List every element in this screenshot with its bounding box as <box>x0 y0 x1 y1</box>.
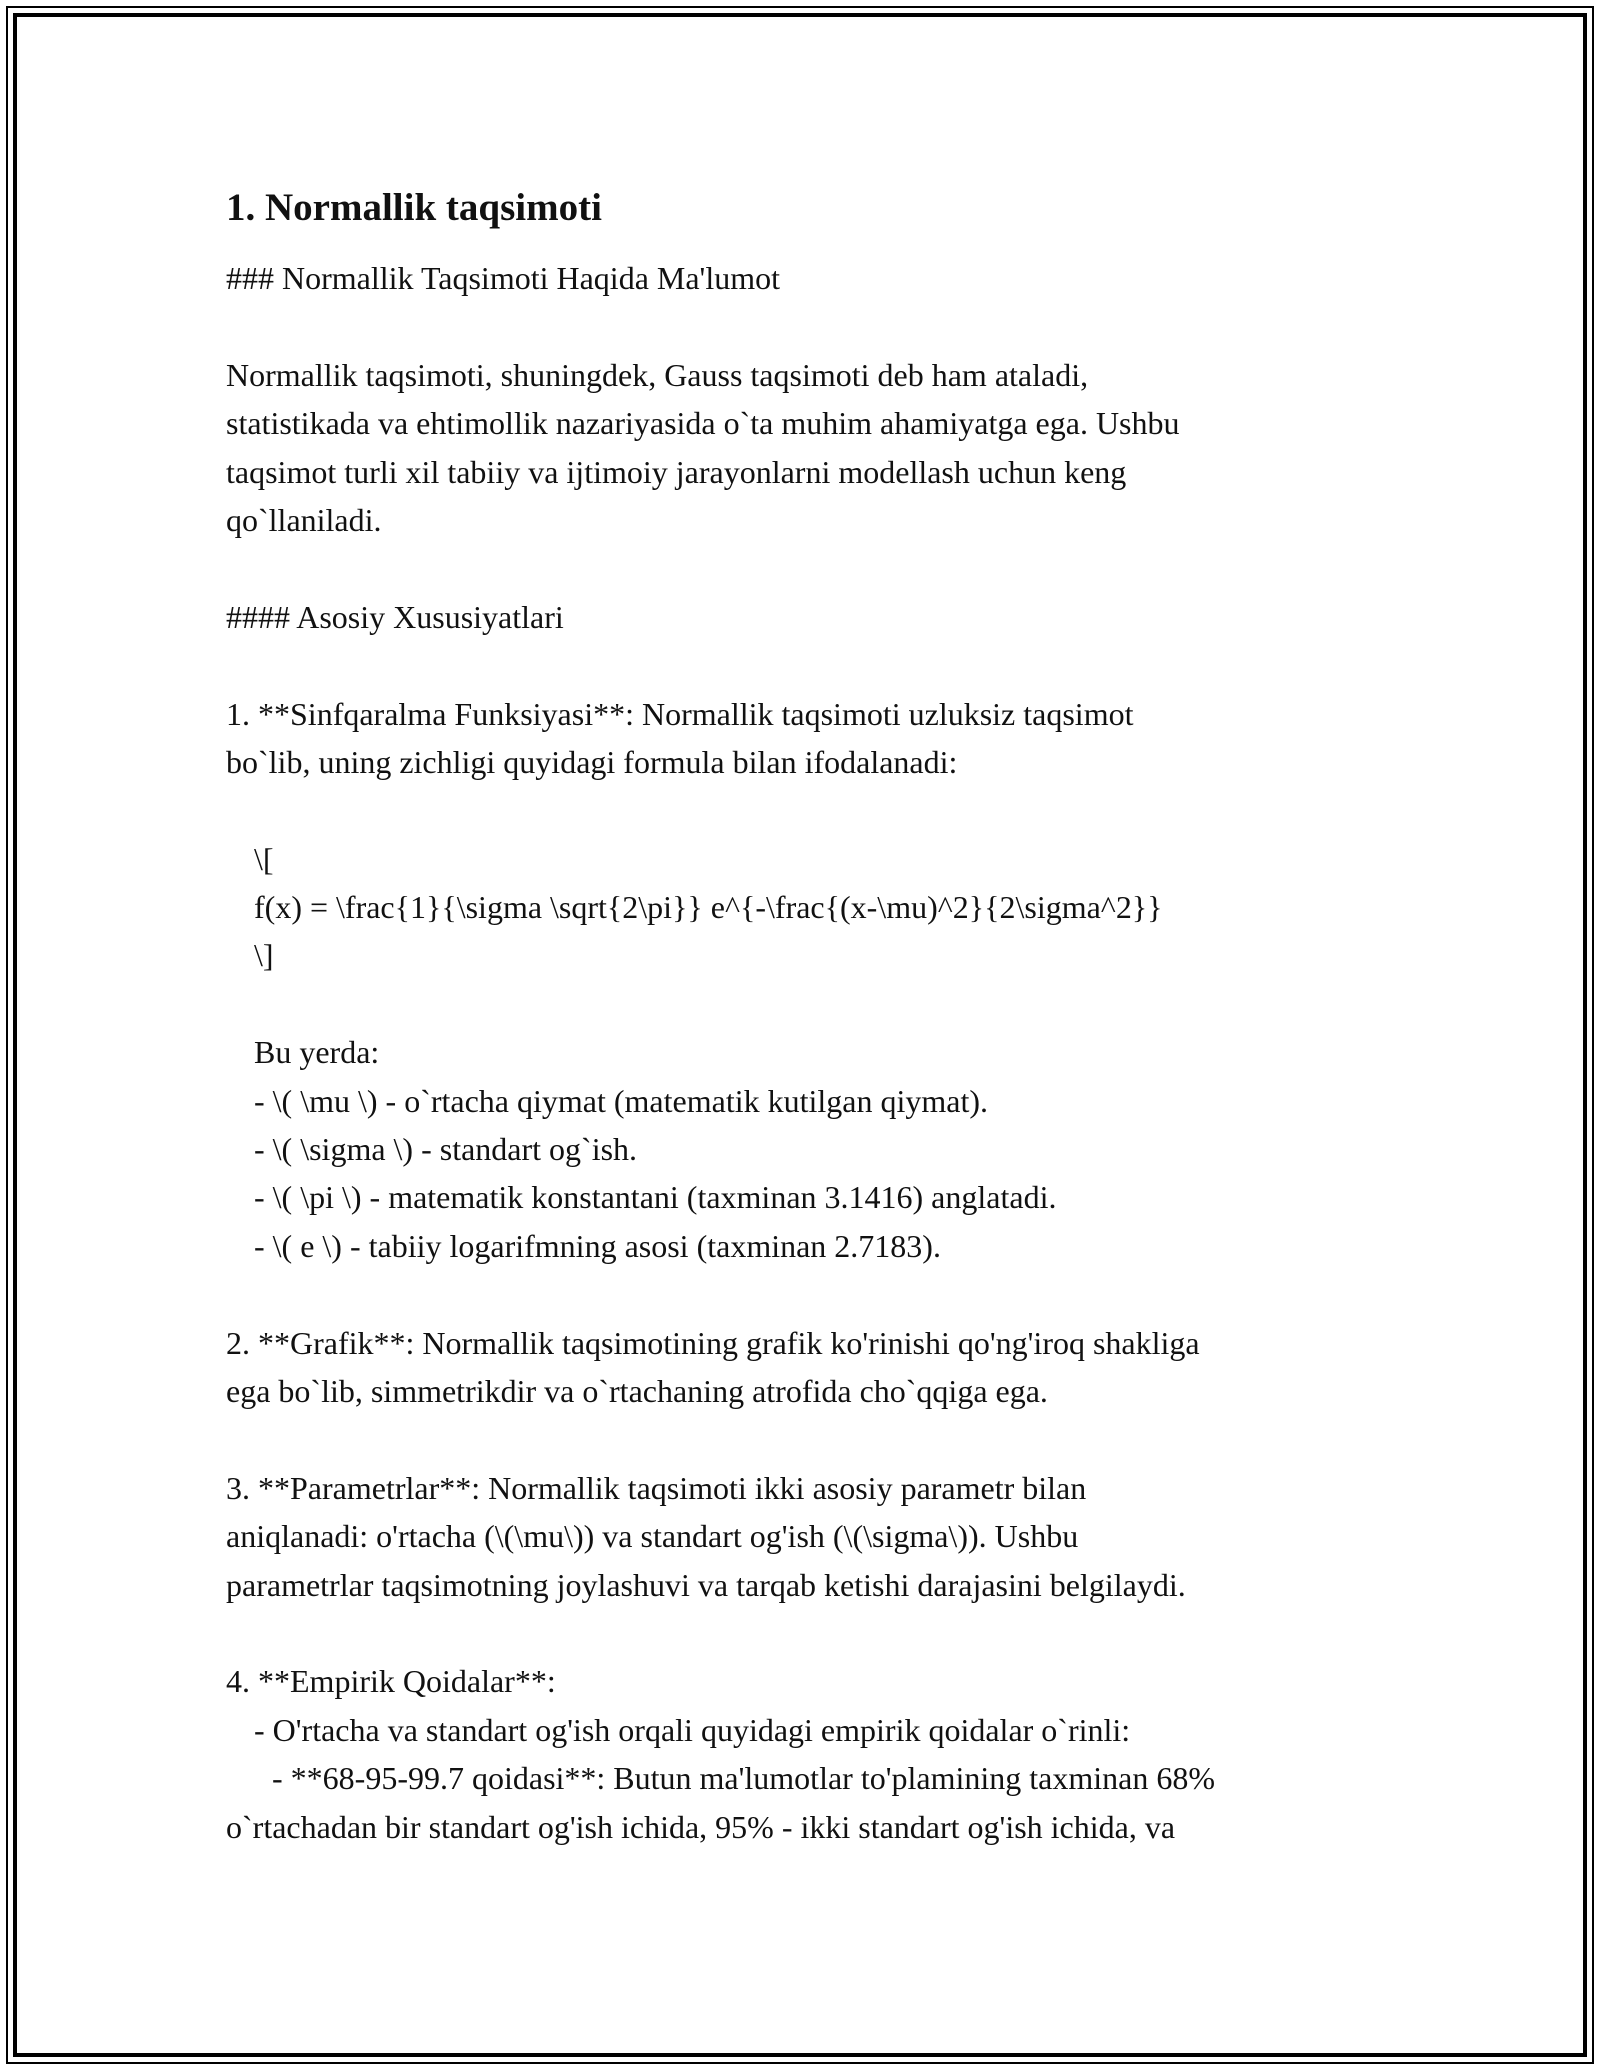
definition-line: - \( e \) - tabiiy logarifmning asosi (taxminan 2.7183). <box>254 1227 941 1264</box>
list-item-line: ega bo`lib, simmetrikdir va o`rtachaning atrofida cho`qqiga ega. <box>226 1372 1048 1409</box>
document-title: 1. Normallik taqsimoti <box>226 186 602 229</box>
list-item-line: 4. **Empirik Qoidalar**: <box>226 1663 556 1700</box>
paragraph-line: qo`llaniladi. <box>226 501 382 538</box>
list-item-line: 3. **Parametrlar**: Normallik taqsimoti ikki asosiy parametr bilan <box>226 1469 1087 1506</box>
list-item-line: o`rtachadan bir standart og'ish ichida, 95% - ikki standart og'ish ichida, va <box>226 1808 1176 1845</box>
blank-line <box>226 302 1386 350</box>
formula-body: f(x) = \frac{1}{\sigma \sqrt{2\pi}} e^{-\frac{(x-\mu)^2}{2\sigma^2}} <box>254 889 1163 926</box>
list-item-line: parametrlar taqsimotning joylashuvi va tarqab ketishi darajasini belgilaydi. <box>226 1566 1186 1603</box>
formula-close: \] <box>254 937 274 974</box>
list-item-line: 1. **Sinfqaralma Funksiyasi**: Normallik taqsimoti uzluksiz taqsimot <box>226 695 1134 732</box>
subheading-info: ### Normallik Taqsimoti Haqida Ma'lumot <box>226 260 780 296</box>
blank-line <box>226 1415 1386 1463</box>
formula-open: \[ <box>254 840 274 877</box>
definition-line: - \( \pi \) - matematik konstantani (taxminan 3.1416) anglatadi. <box>254 1179 1057 1216</box>
definition-line: - \( \sigma \) - standart og`ish. <box>254 1131 638 1168</box>
blank-line <box>226 544 1386 592</box>
definitions-intro: Bu yerda: <box>254 1034 380 1071</box>
sub-sub-list-line: - **68-95-99.7 qoidasi**: Butun ma'lumotlar to'plamining taxminan 68% <box>272 1760 1215 1797</box>
blank-line <box>226 1270 1386 1318</box>
list-item-line: bo`lib, uning zichligi quyidagi formula bilan ifodalanadi: <box>226 743 958 780</box>
document-page <box>226 180 1386 1851</box>
blank-line <box>226 786 1386 834</box>
blank-line <box>226 1609 1386 1657</box>
definition-line: - \( \mu \) - o`rtacha qiymat (matematik kutilgan qiymat). <box>254 1082 988 1119</box>
blank-line <box>226 641 1386 689</box>
subheading-features: #### Asosiy Xususiyatlari <box>226 598 564 635</box>
list-item-line: aniqlanadi: o'rtacha (\(\mu\)) va standart og'ish (\(\sigma\)). Ushbu <box>226 1518 1079 1555</box>
paragraph-line: statistikada va ehtimollik nazariyasida o`ta muhim ahamiyatga ega. Ushbu <box>226 405 1180 442</box>
sub-list-line: - O'rtacha va standart og'ish orqali quyidagi empirik qoidalar o`rinli: <box>254 1711 1131 1748</box>
paragraph-line: Normallik taqsimoti, shuningdek, Gauss taqsimoti deb ham ataladi, <box>226 356 1089 393</box>
paragraph-line: taqsimot turli xil tabiiy va ijtimoiy jarayonlarni modellash uchun keng <box>226 453 1127 490</box>
blank-line <box>226 980 1386 1028</box>
list-item-line: 2. **Grafik**: Normallik taqsimotining grafik ko'rinishi qo'ng'iroq shakliga <box>226 1324 1200 1361</box>
